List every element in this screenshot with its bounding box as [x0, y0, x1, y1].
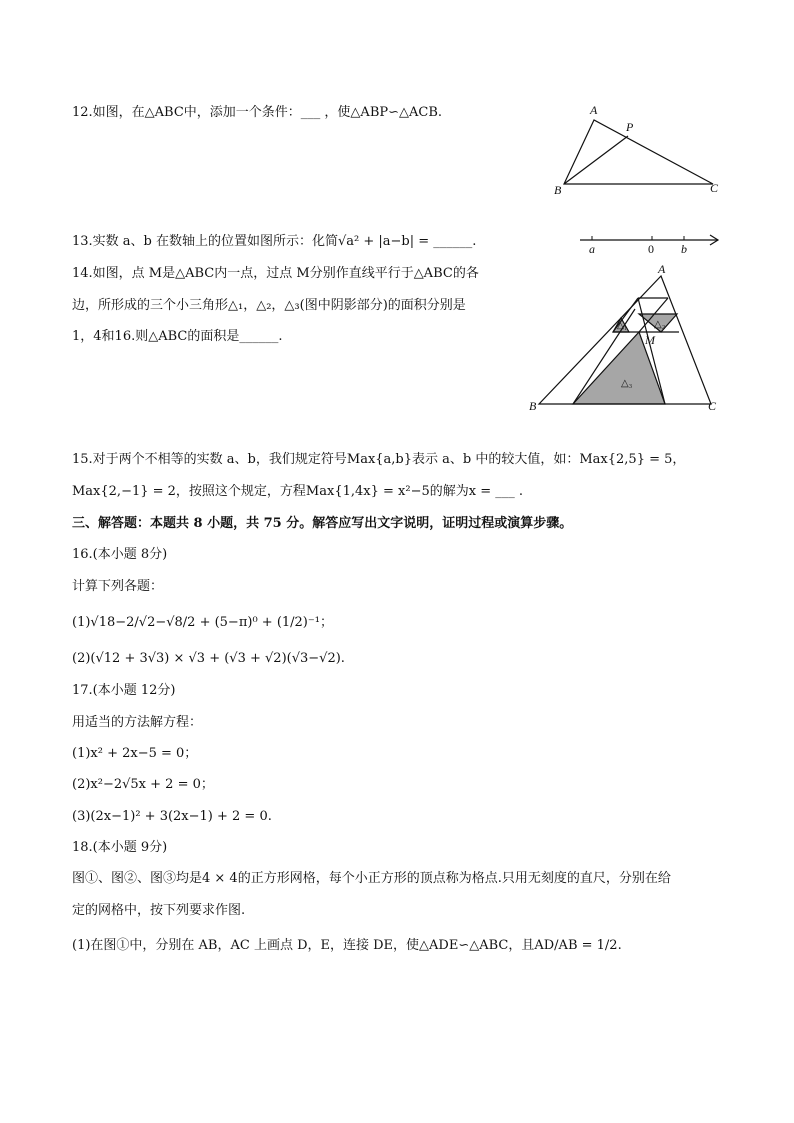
q14-label-t1: △₁ — [617, 320, 628, 330]
section-heading: 三、解答题：本题共 8 小题，共 75 分。解答应写出文字说明，证明过程或演算步骤。 — [72, 516, 573, 531]
q14-label-m: M — [645, 333, 655, 347]
q17-header: 17.(本小题 12分) — [72, 683, 176, 698]
q14-line1: 14.如图，点 M是△ABC内一点，过点 M分别作直线平行于△ABC的各 — [72, 266, 479, 281]
number-line-label-b: b — [681, 242, 687, 256]
number-line-label-zero: 0 — [648, 242, 654, 256]
q14-triangle-figure — [527, 262, 727, 418]
q18-line1: 图①、图②、图③均是4 × 4的正方形网格，每个小正方形的顶点称为格点.只用无刻度的直尺，分别在给 — [72, 871, 671, 886]
q17-part3: (3)(2x−1)² + 3(2x−1) + 2 = 0. — [72, 809, 272, 824]
number-line-label-a: a — [589, 242, 595, 256]
q12-label-b: B — [554, 183, 562, 197]
q14-line2: 边，所形成的三个小三角形△₁，△₂，△₃(图中阴影部分)的面积分别是 — [72, 298, 466, 313]
q12-text: 12.如图，在△ABC中，添加一个条件：___ ，使△ABP∽△ACB. — [72, 105, 443, 120]
q18-line2: 定的网格中，按下列要求作图. — [72, 903, 246, 918]
q14-line3: 1，4和16.则△ABC的面积是______. — [72, 329, 283, 344]
q14-label-t2: △₂ — [654, 319, 666, 330]
q14-label-b: B — [529, 399, 537, 413]
q14-label-t3: △₃ — [621, 378, 633, 389]
q17-intro: 用适当的方法解方程： — [72, 715, 203, 730]
q12-label-p: P — [626, 120, 634, 134]
q18-header: 18.(本小题 9分) — [72, 840, 168, 855]
q15-line2: Max{2,−1} = 2，按照这个规定，方程Max{1,4x} = x²−5的解为x = ___ . — [72, 484, 523, 499]
q16-part2: (2)(√12 + 3√3) × √3 + (√3 + √2)(√3−√2). — [72, 651, 345, 666]
q13-text: 13.实数 a、b 在数轴上的位置如图所示：化简√a² + |a−b| = ______. — [72, 234, 477, 249]
q17-part2: (2)x²−2√5x + 2 = 0； — [72, 777, 214, 792]
q12-label-a: A — [590, 103, 598, 117]
q12-triangle-figure — [550, 98, 730, 198]
q18-part1: (1)在图①中，分别在 AB，AC 上画点 D，E，连接 DE，使△ADE∽△ABC，且AD/AB = 1/2. — [72, 938, 622, 953]
number-line-figure — [578, 228, 723, 258]
q15-line1: 15.对于两个不相等的实数 a、b，我们规定符号Max{a,b}表示 a、b 中的较大值，如：Max{2,5} = 5， — [72, 452, 686, 467]
q16-header: 16.(本小题 8分) — [72, 547, 168, 562]
q16-part1: (1)√18−2/√2−√8/2 + (5−π)⁰ + (1/2)⁻¹； — [72, 615, 333, 630]
q14-label-a: A — [658, 262, 666, 276]
q17-part1: (1)x² + 2x−5 = 0； — [72, 746, 198, 761]
q14-label-c: C — [708, 399, 717, 413]
q16-intro: 计算下列各题： — [72, 579, 164, 594]
q12-label-c: C — [710, 181, 719, 195]
